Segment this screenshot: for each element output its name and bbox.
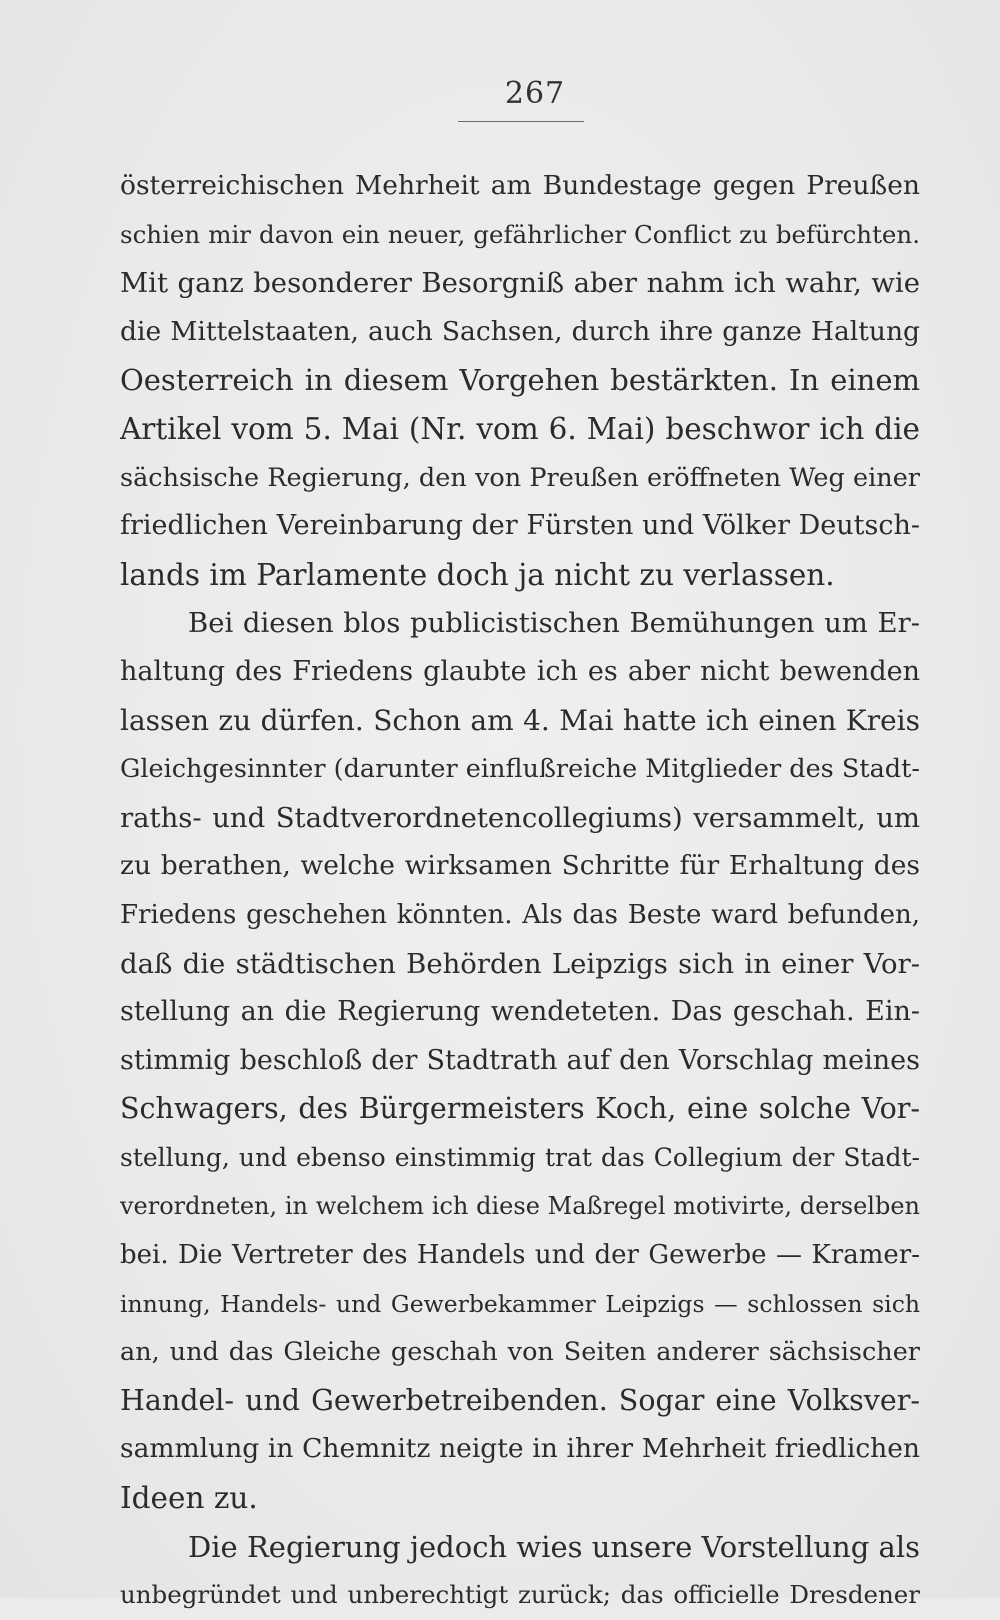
text-line: Gleichgesinnter (darunter einflußreiche Mitglieder des Stadt- [120, 754, 920, 785]
text-line: sammlung in Chemnitz neigte in ihrer Mehrheit friedlichen [120, 1433, 920, 1465]
text-line: stellung, und ebenso einstimmig trat das Collegium der Stadt- [120, 1142, 920, 1172]
text-line: Friedens geschehen könnten. Als das Beste ward befunden, [120, 899, 920, 930]
text-line: österreichischen Mehrheit am Bundestage gegen Preußen [120, 170, 920, 201]
text-line: stimmig beschloß der Stadtrath auf den Vorschlag meines [120, 1044, 920, 1076]
text-line: an, und das Gleiche geschah von Seiten anderer sächsischer [120, 1337, 920, 1368]
text-line: Ideen zu. [120, 1481, 258, 1516]
text-line: Schwagers, des Bürgermeisters Koch, eine solche Vor- [120, 1092, 920, 1126]
text-line: unbegründet und unberechtigt zurück; das officielle Dresdener [120, 1580, 920, 1610]
text-line: Oesterreich in diesem Vorgehen bestärkten. In einem [120, 363, 920, 398]
text-line: stellung an die Regierung wendeteten. Das geschah. Ein- [120, 996, 920, 1028]
body-text [120, 162, 920, 1620]
text-line: bei. Die Vertreter des Handels und der Gewerbe — Kramer- [120, 1240, 920, 1271]
text-line: schien mir davon ein neuer, gefährlicher Conflict zu befürchten. [120, 219, 920, 249]
text-line: lands im Parlamente doch ja nicht zu verlassen. [120, 557, 835, 592]
text-line: friedlichen Vereinbarung der Fürsten und Völker Deutsch- [120, 510, 920, 542]
text-line: lassen zu dürfen. Schon am 4. Mai hatte ich einen Kreis [120, 703, 920, 737]
text-line: Mit ganz besonderer Besorgniß aber nahm ich wahr, wie [120, 267, 920, 300]
text-line: innung, Handels- und Gewerbekammer Leipzigs — schlossen sich [120, 1289, 920, 1318]
page-number: 267 [504, 76, 566, 111]
text-line: Bei diesen blos publicistischen Bemühungen um Er- [188, 607, 920, 640]
text-line: zu berathen, welche wirksamen Schritte für Erhaltung des [120, 850, 920, 882]
text-line: verordneten, in welchem ich diese Maßregel motivirte, derselben [120, 1192, 920, 1221]
text-line: daß die städtischen Behörden Leipzigs sich in einer Vor- [120, 947, 920, 980]
text-line: Artikel vom 5. Mai (Nr. vom 6. Mai) beschwor ich die [120, 411, 920, 446]
text-line: Die Regierung jedoch wies unsere Vorstellung als [188, 1529, 920, 1564]
text-line: raths- und Stadtverordnetencollegiums) versammelt, um [120, 801, 920, 834]
text-line: die Mittelstaaten, auch Sachsen, durch ihre ganze Haltung [120, 315, 920, 347]
text-line: sächsische Regierung, den von Preußen eröffneten Weg einer [120, 462, 920, 493]
header-rule [458, 121, 584, 122]
text-line: Handel- und Gewerbetreibenden. Sogar eine Volksver- [120, 1383, 920, 1417]
text-line: haltung des Friedens glaubte ich es aber nicht bewenden [120, 655, 920, 687]
